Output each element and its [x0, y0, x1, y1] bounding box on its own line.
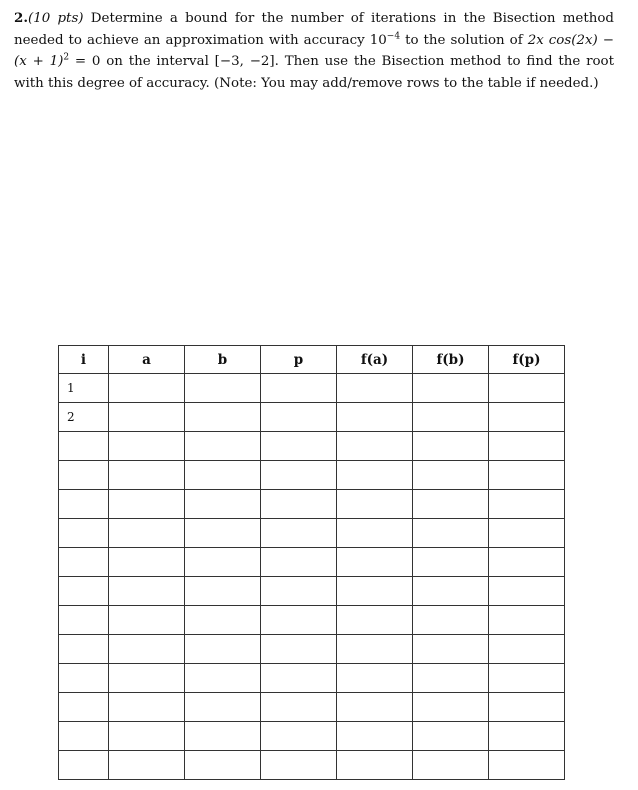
cell-i[interactable]	[59, 548, 109, 577]
cell-b[interactable]	[185, 577, 261, 606]
table-row	[59, 432, 565, 461]
problem-text-4: . Then use the Bisection method to find the root with this degree of accuracy. (Note: You may add/remove rows to the table if needed.)	[14, 54, 614, 91]
cell-fb[interactable]	[413, 374, 489, 403]
header-a: a	[109, 346, 185, 374]
problem-statement	[14, 8, 614, 94]
cell-fb[interactable]	[413, 635, 489, 664]
cell-fp[interactable]	[489, 722, 565, 751]
cell-fa[interactable]	[337, 751, 413, 780]
cell-b[interactable]	[185, 461, 261, 490]
cell-i[interactable]	[59, 635, 109, 664]
header-p: p	[261, 346, 337, 374]
bisection-table	[58, 345, 565, 780]
cell-a[interactable]	[109, 490, 185, 519]
cell-i[interactable]	[59, 577, 109, 606]
problem-points: (10 pts)	[27, 11, 84, 26]
cell-fp[interactable]	[489, 635, 565, 664]
table-header-row	[59, 346, 565, 374]
problem-text-2: to the solution of	[400, 32, 528, 48]
cell-fa[interactable]	[337, 606, 413, 635]
cell-fp[interactable]	[489, 606, 565, 635]
table-row	[59, 403, 565, 432]
cell-fa[interactable]	[337, 432, 413, 461]
cell-fa[interactable]	[337, 548, 413, 577]
cell-b[interactable]	[185, 490, 261, 519]
cell-i[interactable]	[59, 432, 109, 461]
problem-text-1: Determine a bound for the number of iterations in the Bisection method needed to achieve an approximation with accuracy 10	[14, 11, 614, 48]
cell-p[interactable]	[261, 722, 337, 751]
cell-fa[interactable]	[337, 664, 413, 693]
cell-fb[interactable]	[413, 577, 489, 606]
cell-i[interactable]	[59, 519, 109, 548]
table-row	[59, 490, 565, 519]
cell-fb[interactable]	[413, 490, 489, 519]
cell-i[interactable]	[59, 606, 109, 635]
header-fa: f(a)	[337, 346, 413, 374]
cell-fp[interactable]	[489, 577, 565, 606]
cell-a[interactable]	[109, 751, 185, 780]
cell-fa[interactable]	[337, 403, 413, 432]
cell-b[interactable]	[185, 374, 261, 403]
cell-p[interactable]	[261, 461, 337, 490]
cell-p[interactable]	[261, 664, 337, 693]
cell-fa[interactable]	[337, 577, 413, 606]
table-row	[59, 519, 565, 548]
equation-tail: = 0	[69, 54, 101, 69]
cell-p[interactable]	[261, 635, 337, 664]
cell-i[interactable]	[59, 751, 109, 780]
cell-fp[interactable]	[489, 519, 565, 548]
problem-number: 2.	[14, 10, 28, 26]
equation: 2x cos(2x) − (x + 1)	[14, 32, 614, 69]
cell-a[interactable]	[109, 577, 185, 606]
cell-p[interactable]	[261, 548, 337, 577]
accuracy-exponent: −4	[386, 31, 401, 42]
cell-a[interactable]	[109, 461, 185, 490]
cell-i[interactable]	[59, 664, 109, 693]
cell-p[interactable]	[261, 374, 337, 403]
cell-fp[interactable]	[489, 490, 565, 519]
cell-i[interactable]	[59, 461, 109, 490]
cell-i[interactable]: 2	[59, 403, 109, 432]
equation-exponent: 2	[63, 52, 70, 63]
cell-fp[interactable]	[489, 693, 565, 722]
table-row	[59, 606, 565, 635]
cell-fb[interactable]	[413, 606, 489, 635]
cell-p[interactable]	[261, 403, 337, 432]
cell-b[interactable]	[185, 693, 261, 722]
table-row	[59, 635, 565, 664]
cell-a[interactable]	[109, 635, 185, 664]
cell-fp[interactable]	[489, 403, 565, 432]
cell-fb[interactable]	[413, 722, 489, 751]
cell-a[interactable]	[109, 606, 185, 635]
cell-fp[interactable]	[489, 664, 565, 693]
cell-i[interactable]	[59, 490, 109, 519]
problem-text-3: on the interval	[100, 54, 215, 69]
cell-b[interactable]	[185, 635, 261, 664]
cell-fp[interactable]	[489, 548, 565, 577]
cell-b[interactable]	[185, 403, 261, 432]
cell-fa[interactable]	[337, 635, 413, 664]
bisection-table-container	[58, 345, 565, 780]
cell-b[interactable]	[185, 664, 261, 693]
cell-fp[interactable]	[489, 461, 565, 490]
cell-b[interactable]	[185, 751, 261, 780]
cell-p[interactable]	[261, 693, 337, 722]
table-row	[59, 374, 565, 403]
cell-a[interactable]	[109, 693, 185, 722]
cell-fb[interactable]	[413, 432, 489, 461]
cell-a[interactable]	[109, 403, 185, 432]
table-row	[59, 693, 565, 722]
cell-a[interactable]	[109, 664, 185, 693]
cell-fa[interactable]	[337, 693, 413, 722]
cell-fb[interactable]	[413, 403, 489, 432]
cell-fa[interactable]	[337, 519, 413, 548]
cell-i[interactable]: 1	[59, 374, 109, 403]
cell-fa[interactable]	[337, 461, 413, 490]
header-i: i	[59, 346, 109, 374]
table-row	[59, 461, 565, 490]
cell-i[interactable]	[59, 693, 109, 722]
cell-fp[interactable]	[489, 374, 565, 403]
cell-b[interactable]	[185, 606, 261, 635]
table-row	[59, 664, 565, 693]
cell-p[interactable]	[261, 751, 337, 780]
cell-a[interactable]	[109, 722, 185, 751]
cell-fb[interactable]	[413, 548, 489, 577]
cell-fb[interactable]	[413, 519, 489, 548]
cell-p[interactable]	[261, 519, 337, 548]
cell-fb[interactable]	[413, 461, 489, 490]
cell-b[interactable]	[185, 519, 261, 548]
cell-b[interactable]	[185, 432, 261, 461]
table-row	[59, 548, 565, 577]
cell-p[interactable]	[261, 432, 337, 461]
cell-a[interactable]	[109, 548, 185, 577]
cell-a[interactable]	[109, 432, 185, 461]
cell-p[interactable]	[261, 577, 337, 606]
cell-a[interactable]	[109, 374, 185, 403]
cell-fb[interactable]	[413, 751, 489, 780]
table-row	[59, 722, 565, 751]
header-fb: f(b)	[413, 346, 489, 374]
cell-fa[interactable]	[337, 722, 413, 751]
cell-fa[interactable]	[337, 490, 413, 519]
cell-fa[interactable]	[337, 374, 413, 403]
interval: [−3, −2]	[214, 54, 275, 69]
table-row	[59, 577, 565, 606]
cell-i[interactable]	[59, 722, 109, 751]
cell-p[interactable]	[261, 606, 337, 635]
cell-a[interactable]	[109, 519, 185, 548]
header-b: b	[185, 346, 261, 374]
table-row	[59, 751, 565, 780]
cell-p[interactable]	[261, 490, 337, 519]
cell-b[interactable]	[185, 548, 261, 577]
cell-fb[interactable]	[413, 664, 489, 693]
cell-fp[interactable]	[489, 432, 565, 461]
header-fp: f(p)	[489, 346, 565, 374]
cell-b[interactable]	[185, 722, 261, 751]
cell-fb[interactable]	[413, 693, 489, 722]
cell-fp[interactable]	[489, 751, 565, 780]
